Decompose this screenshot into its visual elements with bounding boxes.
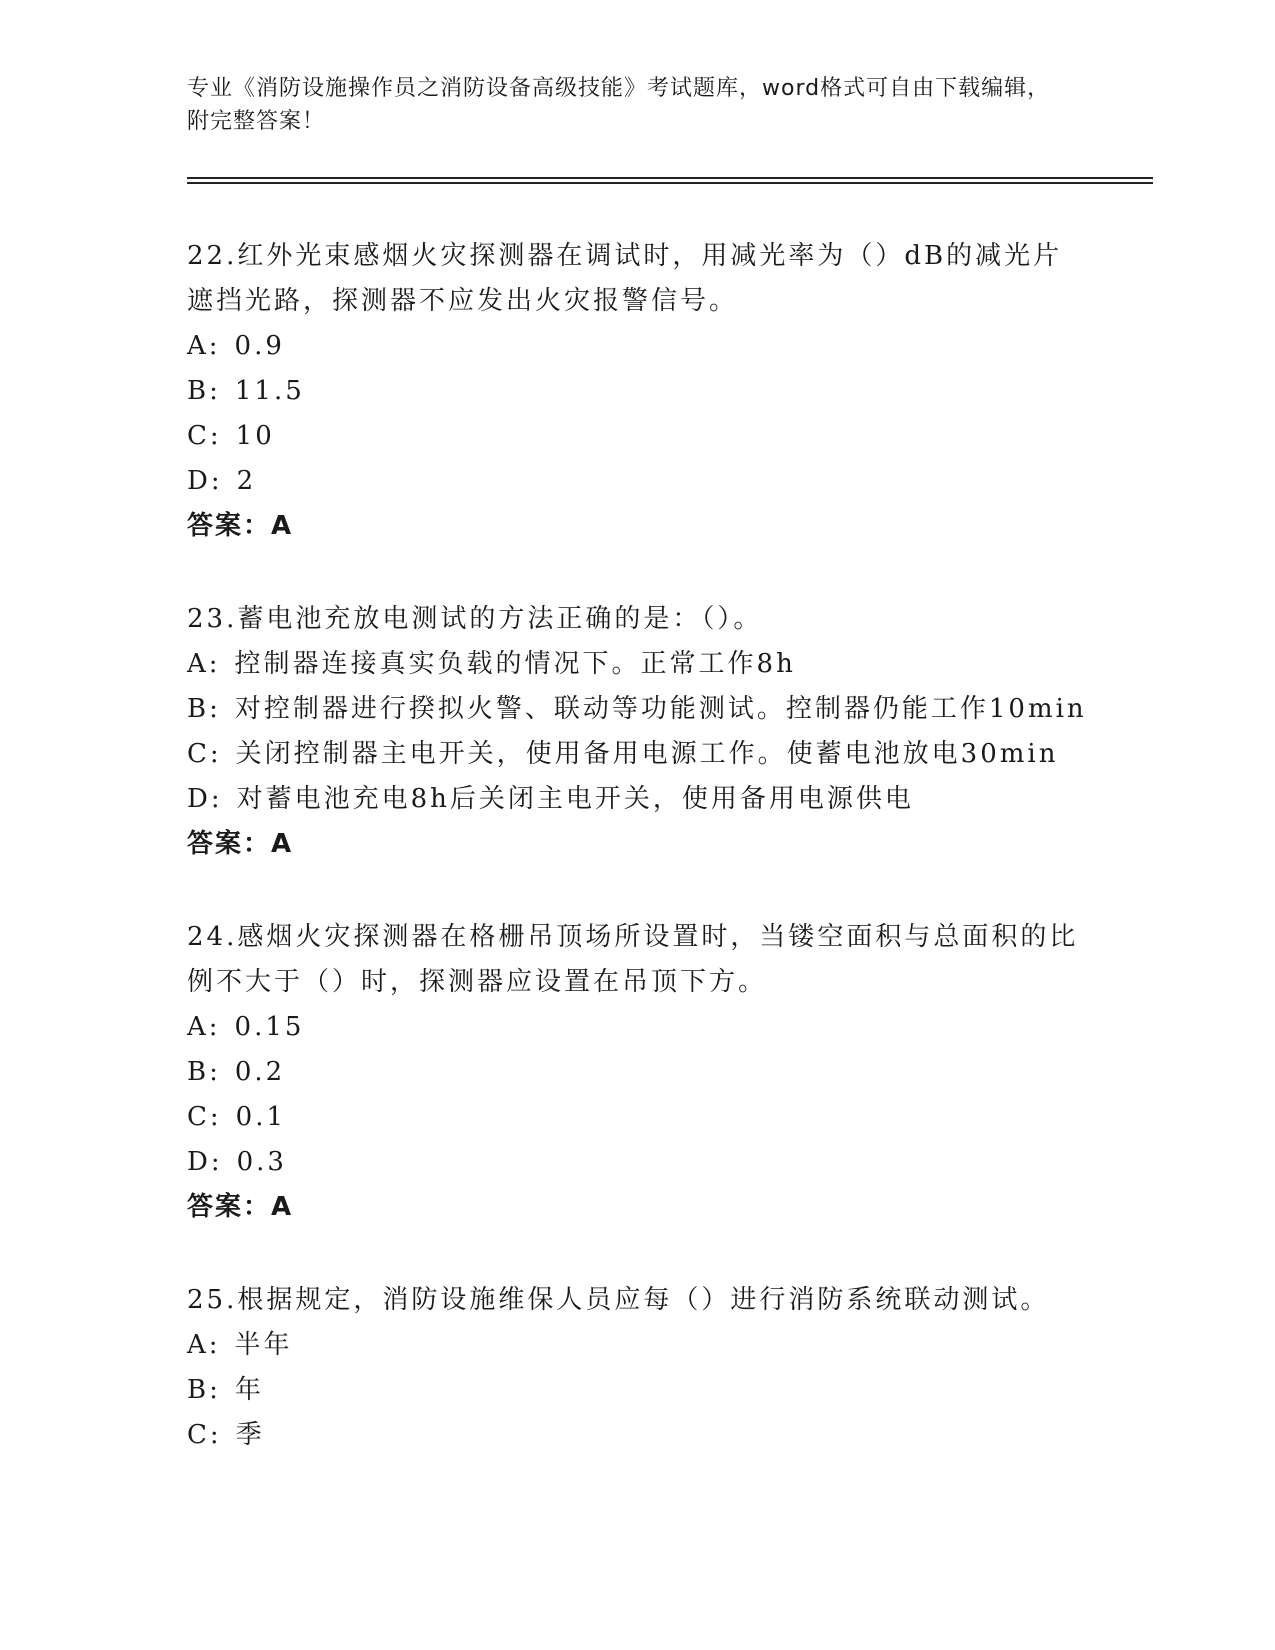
option-b bbox=[187, 1368, 1087, 1413]
answer-line: 答案：A bbox=[187, 829, 294, 859]
question-list bbox=[187, 234, 1087, 1506]
option-letter: C: bbox=[187, 421, 222, 451]
option-value: 0.2 bbox=[234, 1057, 286, 1087]
option-value: 10 bbox=[235, 421, 275, 451]
option-d bbox=[187, 777, 1087, 822]
option-value: 11.5 bbox=[234, 376, 305, 406]
option-value: 半年 bbox=[234, 1330, 293, 1360]
option-a bbox=[187, 324, 1087, 369]
option-letter: D: bbox=[187, 784, 223, 814]
option-letter: C: bbox=[187, 1102, 222, 1132]
option-a bbox=[187, 1323, 1087, 1368]
header-rule-bottom bbox=[187, 182, 1153, 184]
option-letter: B: bbox=[187, 694, 221, 724]
option-letter: A: bbox=[187, 1012, 221, 1042]
option-value: 年 bbox=[234, 1375, 264, 1405]
option-b bbox=[187, 1050, 1087, 1095]
option-c bbox=[187, 732, 1087, 777]
option-value: 控制器连接真实负载的情况下。正常工作8h bbox=[234, 649, 796, 679]
option-value: 2 bbox=[236, 466, 257, 496]
option-d bbox=[187, 459, 1087, 504]
option-c bbox=[187, 1413, 1087, 1458]
option-letter: B: bbox=[187, 1057, 221, 1087]
header-rule-top bbox=[187, 177, 1153, 179]
option-value: 0.15 bbox=[234, 1012, 305, 1042]
option-value: 对控制器进行揆拟火警、联动等功能测试。控制器仍能工作10min bbox=[234, 694, 1087, 724]
option-value: 季 bbox=[235, 1420, 265, 1450]
question-23 bbox=[187, 597, 1087, 867]
option-letter: B: bbox=[187, 376, 221, 406]
option-letter: A: bbox=[187, 649, 221, 679]
option-letter: C: bbox=[187, 1420, 222, 1450]
option-value: 0.3 bbox=[236, 1147, 287, 1177]
answer-line: 答案：A bbox=[187, 511, 294, 541]
question-25 bbox=[187, 1278, 1087, 1458]
option-c bbox=[187, 414, 1087, 459]
question-text: 23.蓄电池充放电测试的方法正确的是：（）。 bbox=[187, 604, 763, 634]
option-letter: A: bbox=[187, 1330, 221, 1360]
option-a bbox=[187, 642, 1087, 687]
document-header: 专业《消防设施操作员之消防设备高级技能》考试题库，word格式可自由下载编辑，附完整答案！ bbox=[187, 76, 1051, 134]
option-letter: B: bbox=[187, 1375, 221, 1405]
option-letter: A: bbox=[187, 331, 221, 361]
option-d bbox=[187, 1140, 1087, 1185]
option-value: 关闭控制器主电开关，使用备用电源工作。使蓄电池放电30min bbox=[235, 739, 1059, 769]
question-24 bbox=[187, 915, 1087, 1230]
question-text: 25.根据规定，消防设施维保人员应每（）进行消防系统联动测试。 bbox=[187, 1285, 1050, 1315]
question-22 bbox=[187, 234, 1087, 549]
answer-line: 答案：A bbox=[187, 1192, 294, 1222]
option-letter: D: bbox=[187, 1147, 223, 1177]
option-b bbox=[187, 687, 1087, 732]
option-b bbox=[187, 369, 1087, 414]
option-value: 0.9 bbox=[234, 331, 285, 361]
option-a bbox=[187, 1005, 1087, 1050]
question-text: 22.红外光束感烟火灾探测器在调试时，用减光率为（）dB的减光片遮挡光路，探测器不应发出火灾报警信号。 bbox=[187, 241, 1063, 316]
option-c bbox=[187, 1095, 1087, 1140]
option-value: 0.1 bbox=[235, 1102, 287, 1132]
option-letter: D: bbox=[187, 466, 223, 496]
option-value: 对蓄电池充电8h后关闭主电开关，使用备用电源供电 bbox=[236, 784, 914, 814]
option-letter: C: bbox=[187, 739, 222, 769]
question-text: 24.感烟火灾探测器在格栅吊顶场所设置时，当镂空面积与总面积的比例不大于（）时，探测器应设置在吊顶下方。 bbox=[187, 922, 1079, 997]
